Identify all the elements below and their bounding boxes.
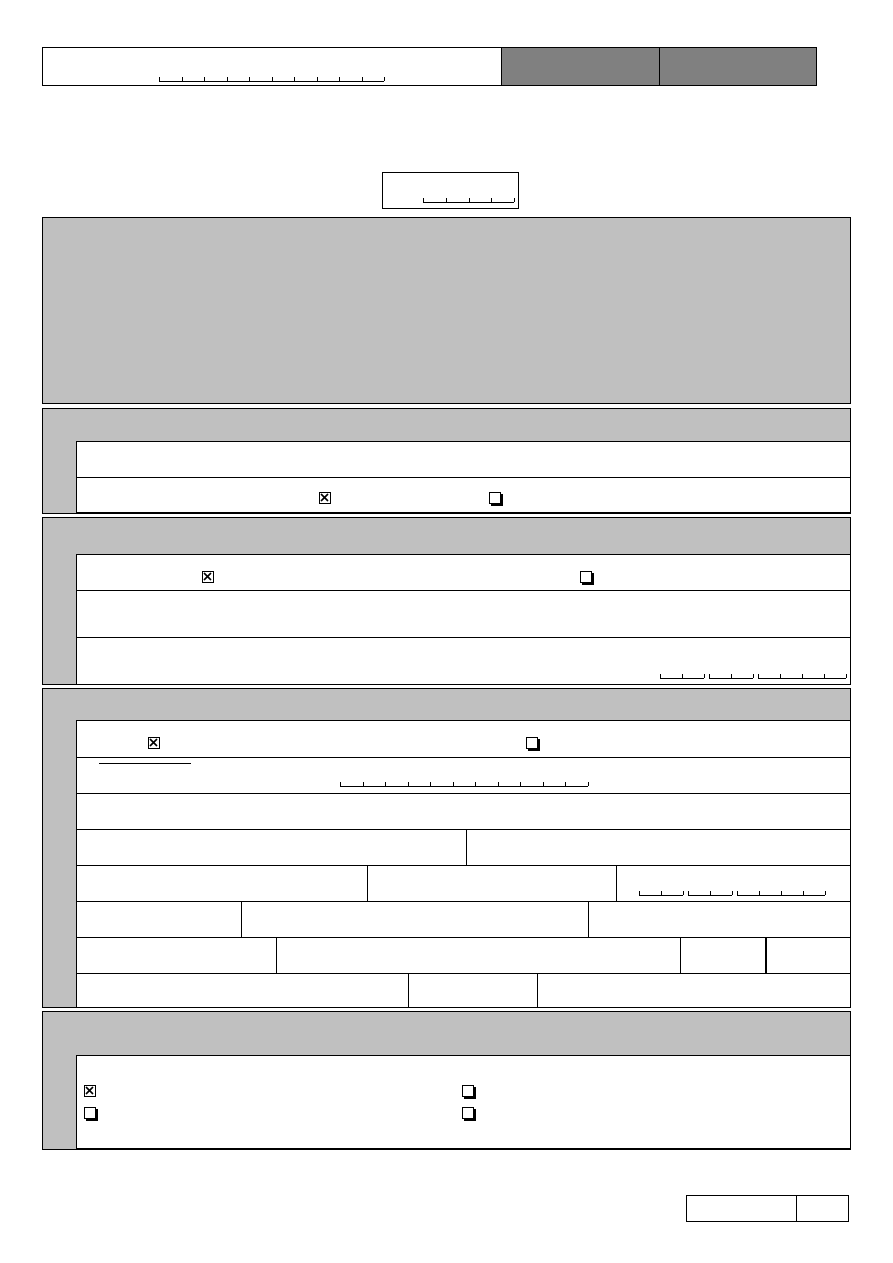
section-d-short-rule: [99, 763, 191, 764]
section-c-checkbox-checked[interactable]: [202, 571, 214, 583]
tax-id-tick: [249, 77, 250, 81]
section-d-row-3[interactable]: [76, 793, 851, 830]
section-e-option-4-checkbox[interactable]: [462, 1107, 474, 1119]
section-c-date-tick: [824, 674, 825, 678]
section-d-checkbox-checked[interactable]: [148, 737, 160, 749]
section-c-date-group-3: [758, 678, 846, 679]
section-d-row-7-a[interactable]: [76, 937, 277, 974]
section-d-row-7-d[interactable]: [765, 937, 851, 974]
section-c-date-tick: [731, 674, 732, 678]
section-b-checkbox-unchecked[interactable]: [489, 492, 501, 504]
tax-id-tick: [204, 77, 205, 81]
tax-id-tick: [182, 77, 183, 81]
section-d-date-tick: [803, 891, 804, 895]
section-c-date-tick: [802, 674, 803, 678]
section-a-block: [42, 217, 851, 404]
section-d-row-6-a[interactable]: [76, 901, 242, 938]
document-number-tick: [446, 198, 447, 202]
section-d-row-5-b[interactable]: [367, 865, 617, 902]
section-c-row-1[interactable]: [76, 554, 851, 591]
document-number-tick: [514, 198, 515, 202]
section-c-date-tick: [709, 674, 710, 678]
section-d-date-tick: [781, 891, 782, 895]
document-number-box[interactable]: [382, 172, 519, 209]
tax-id-tick: [339, 77, 340, 81]
tax-id-tick: [272, 77, 273, 81]
section-d-date-tick: [732, 891, 733, 895]
section-d-block: [42, 688, 851, 1008]
tax-id-underline: [159, 81, 384, 82]
section-b-checkbox-checked[interactable]: [319, 492, 331, 504]
section-d-row-5-a[interactable]: [76, 865, 368, 902]
section-d-id-tick: [408, 782, 409, 786]
section-b-row-2[interactable]: [76, 477, 851, 513]
section-d-id-tick: [543, 782, 544, 786]
section-d-row-6-c[interactable]: [588, 901, 851, 938]
section-c-date-group-1: [660, 678, 704, 679]
section-d-row-4-right[interactable]: [466, 829, 851, 866]
tax-id-tick: [159, 77, 160, 81]
section-c-row-2[interactable]: [76, 590, 851, 638]
tax-id-tick: [317, 77, 318, 81]
section-d-date-tick: [737, 891, 738, 895]
section-d-date-tick: [683, 891, 684, 895]
section-d-date-tick: [661, 891, 662, 895]
section-d-row-2[interactable]: [76, 757, 851, 794]
section-d-row-6-b[interactable]: [241, 901, 589, 938]
section-d-date-group-1: [639, 895, 683, 896]
section-c-block: [42, 517, 851, 685]
section-d-checkbox-unchecked[interactable]: [526, 737, 538, 749]
section-e-option-1-checkbox[interactable]: [84, 1085, 96, 1097]
tax-id-tick: [384, 77, 385, 81]
section-b-block: [42, 408, 851, 514]
section-d-row-7-c[interactable]: [680, 937, 766, 974]
document-number-underline: [423, 202, 514, 203]
section-c-date-group-2: [709, 678, 753, 679]
header-dark-cell-1: [501, 47, 660, 86]
section-d-date-group-2: [688, 895, 732, 896]
section-d-id-tick: [588, 782, 589, 786]
section-d-date-tick: [710, 891, 711, 895]
section-d-row-7-b[interactable]: [276, 937, 681, 974]
section-d-id-tick: [363, 782, 364, 786]
section-c-row-3[interactable]: [76, 637, 851, 685]
section-c-date-tick: [660, 674, 661, 678]
section-d-id-tick: [475, 782, 476, 786]
document-number-tick: [423, 198, 424, 202]
header-dark-cell-2: [659, 47, 817, 86]
section-c-date-tick: [753, 674, 754, 678]
section-d-id-tick: [340, 782, 341, 786]
section-d-id-tick: [385, 782, 386, 786]
section-d-date-tick: [825, 891, 826, 895]
section-c-checkbox-unchecked[interactable]: [580, 571, 592, 583]
section-d-row-1[interactable]: [76, 720, 851, 758]
tax-id-tick: [362, 77, 363, 81]
section-d-id-tick: [453, 782, 454, 786]
tax-id-box[interactable]: [42, 47, 502, 86]
section-d-row-5-c[interactable]: [616, 865, 851, 902]
section-d-date-tick: [759, 891, 760, 895]
page-number-box-right: [796, 1195, 849, 1222]
section-d-date-tick: [639, 891, 640, 895]
section-d-date-group-3: [737, 895, 825, 896]
tax-id-tick: [294, 77, 295, 81]
section-e-option-3-checkbox[interactable]: [84, 1107, 96, 1119]
section-d-id-underline: [340, 786, 588, 787]
section-c-date-tick: [846, 674, 847, 678]
section-c-date-tick: [704, 674, 705, 678]
section-e-options-panel: [76, 1055, 851, 1149]
page-number-box-left: [686, 1195, 797, 1222]
section-d-date-tick: [688, 891, 689, 895]
section-d-row-4-left[interactable]: [76, 829, 467, 866]
section-b-row-1[interactable]: [76, 441, 851, 478]
section-d-id-tick: [430, 782, 431, 786]
section-d-id-tick: [520, 782, 521, 786]
tax-id-tick: [227, 77, 228, 81]
section-e-block: [42, 1011, 851, 1150]
document-number-tick: [491, 198, 492, 202]
section-c-date-tick: [780, 674, 781, 678]
section-d-id-tick: [565, 782, 566, 786]
section-d-id-tick: [498, 782, 499, 786]
section-d-row-8-a[interactable]: [76, 973, 409, 1008]
document-number-tick: [469, 198, 470, 202]
section-d-row-8-b[interactable]: [408, 973, 538, 1008]
section-c-date-tick: [758, 674, 759, 678]
section-c-date-tick: [682, 674, 683, 678]
section-d-row-8-c[interactable]: [537, 973, 851, 1008]
section-e-option-2-checkbox[interactable]: [462, 1085, 474, 1097]
